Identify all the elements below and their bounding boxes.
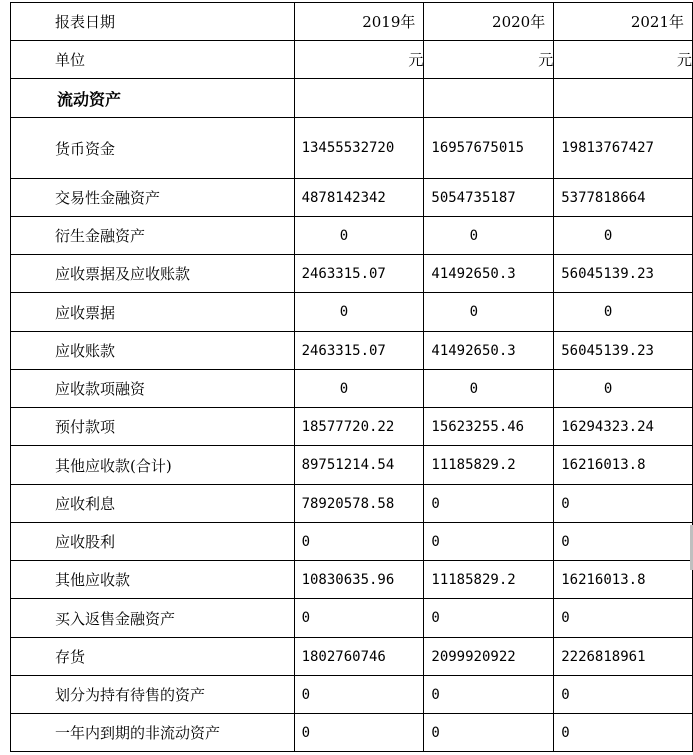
value-2021: 16216013.8 [554, 446, 693, 485]
value-2021: 2226818961 [554, 638, 693, 676]
row-label: 应收股利 [11, 523, 295, 561]
value-2019: 1802760746 [294, 638, 424, 676]
value-2019: 0 [294, 714, 424, 752]
value-2019: 4878142342 [294, 179, 424, 217]
table-row [11, 370, 693, 408]
row-label: 其他应收款 [11, 561, 295, 599]
table-row [11, 714, 693, 752]
value-2020: 5054735187 [424, 179, 554, 217]
table-row [11, 217, 693, 255]
value-2020: 0 [424, 714, 554, 752]
value-2021: 0 [554, 676, 693, 714]
value-2020: 15623255.46 [424, 408, 554, 446]
row-label: 应收利息 [11, 485, 295, 523]
value-2020: 0 [424, 523, 554, 561]
value-2019: 13455532720 [294, 118, 424, 179]
value-2020: 0 [424, 599, 554, 638]
row-label: 预付款项 [11, 408, 295, 446]
value-2021: 0 [554, 599, 693, 638]
value-2021: 0 [554, 293, 693, 332]
row-label: 买入返售金融资产 [11, 599, 295, 638]
value-2020: 2099920922 [424, 638, 554, 676]
row-label: 应收款项融资 [11, 370, 295, 408]
section-empty-cell [554, 79, 693, 118]
table-row [11, 523, 693, 561]
row-label: 应收票据 [11, 293, 295, 332]
row-label: 一年内到期的非流动资产 [11, 714, 295, 752]
table-row [11, 179, 693, 217]
table-row [11, 676, 693, 714]
value-2021: 0 [554, 485, 693, 523]
value-2020: 16957675015 [424, 118, 554, 179]
table-row [11, 561, 693, 599]
value-2021: 16216013.8 [554, 561, 693, 599]
row-label: 交易性金融资产 [11, 179, 295, 217]
value-2020: 41492650.3 [424, 255, 554, 293]
value-2019: 0 [294, 370, 424, 408]
unit-2021: 元 [554, 41, 693, 79]
value-2019: 0 [294, 217, 424, 255]
value-2021: 56045139.23 [554, 332, 693, 370]
value-2019: 10830635.96 [294, 561, 424, 599]
value-2021: 0 [554, 523, 693, 561]
report-date-label: 报表日期 [11, 3, 295, 41]
table-row [11, 446, 693, 485]
section-row [11, 79, 693, 118]
value-2021: 0 [554, 714, 693, 752]
table-row [11, 118, 693, 179]
table-row [11, 485, 693, 523]
row-label: 应收账款 [11, 332, 295, 370]
unit-2020: 元 [424, 41, 554, 79]
value-2019: 0 [294, 293, 424, 332]
year-2021: 2021年 [554, 3, 693, 41]
value-2020: 0 [424, 293, 554, 332]
row-label: 存货 [11, 638, 295, 676]
value-2021: 56045139.23 [554, 255, 693, 293]
table-row [11, 332, 693, 370]
row-label: 衍生金融资产 [11, 217, 295, 255]
value-2020: 0 [424, 485, 554, 523]
year-2019: 2019年 [294, 3, 424, 41]
value-2021: 5377818664 [554, 179, 693, 217]
value-2019: 0 [294, 523, 424, 561]
value-2021: 0 [554, 370, 693, 408]
section-title: 流动资产 [11, 79, 295, 118]
value-2021: 0 [554, 217, 693, 255]
value-2021: 16294323.24 [554, 408, 693, 446]
table-row [11, 408, 693, 446]
table-row [11, 599, 693, 638]
unit-row [11, 41, 693, 79]
value-2021: 19813767427 [554, 118, 693, 179]
value-2020: 11185829.2 [424, 446, 554, 485]
row-label: 其他应收款(合计) [11, 446, 295, 485]
value-2019: 2463315.07 [294, 332, 424, 370]
unit-2019: 元 [294, 41, 424, 79]
value-2020: 41492650.3 [424, 332, 554, 370]
row-label: 划分为持有待售的资产 [11, 676, 295, 714]
value-2020: 0 [424, 370, 554, 408]
value-2020: 0 [424, 217, 554, 255]
table-row [11, 638, 693, 676]
value-2019: 0 [294, 676, 424, 714]
balance-sheet-table [10, 2, 693, 752]
value-2019: 18577720.22 [294, 408, 424, 446]
value-2019: 89751214.54 [294, 446, 424, 485]
row-label: 应收票据及应收账款 [11, 255, 295, 293]
value-2020: 11185829.2 [424, 561, 554, 599]
value-2019: 78920578.58 [294, 485, 424, 523]
header-row [11, 3, 693, 41]
table-row [11, 255, 693, 293]
section-empty-cell [294, 79, 424, 118]
year-2020: 2020年 [424, 3, 554, 41]
unit-label: 单位 [11, 41, 295, 79]
value-2019: 2463315.07 [294, 255, 424, 293]
value-2020: 0 [424, 676, 554, 714]
value-2019: 0 [294, 599, 424, 638]
section-empty-cell [424, 79, 554, 118]
table-row [11, 293, 693, 332]
row-label: 货币资金 [11, 118, 295, 179]
